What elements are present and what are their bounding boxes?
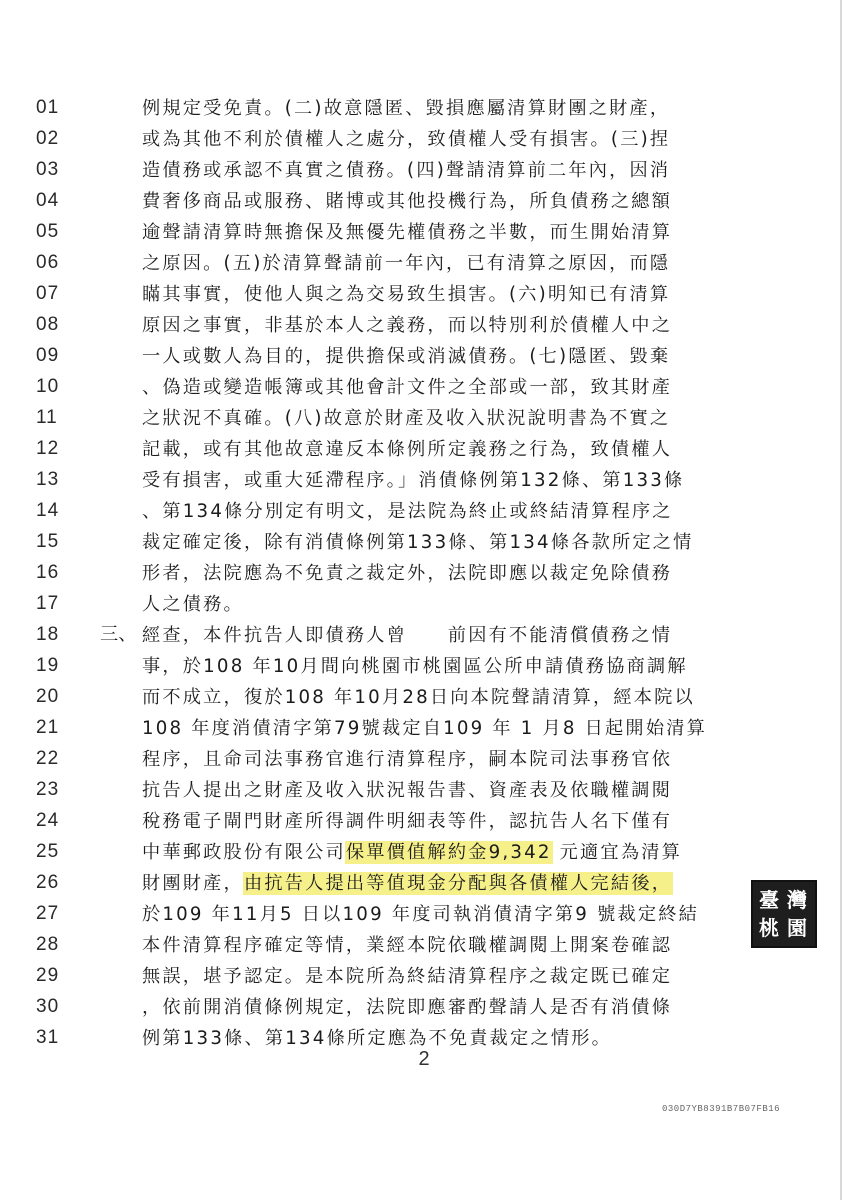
text-line: 108 年度消債清字第79號裁定自109 年 1 月8 日起開始清算: [142, 718, 707, 739]
line-number: 08: [36, 314, 60, 335]
text-segment: 中華郵政股份有限公司: [142, 842, 346, 863]
line-number: 10: [36, 376, 60, 397]
line-number: 05: [36, 221, 60, 242]
text-line: 而不成立，復於108 年10月28日向本院聲請清算，經本院以: [142, 687, 695, 708]
text-line: 原因之事實，非基於本人之義務，而以特別利於債權人中之: [142, 315, 673, 336]
text-line: 費奢侈商品或服務、賭博或其他投機行為，所負債務之總額: [142, 191, 673, 212]
text-segment: 財團財產，: [142, 873, 244, 894]
text-line: 或為其他不利於債權人之處分，致債權人受有損害。(三)捏: [142, 129, 671, 150]
line-number: 09: [36, 345, 60, 366]
section-marker: 三、: [100, 624, 137, 645]
line-number: 31: [36, 1027, 60, 1048]
line-number: 07: [36, 283, 60, 304]
line-number: 28: [36, 934, 60, 955]
document-code: 030D7YB8391B7B07FB16: [662, 1104, 781, 1114]
line-number: 23: [36, 779, 60, 800]
text-segment: 元適宜為清算: [551, 842, 682, 863]
text-line: 程序，且命司法事務官進行清算程序，嗣本院司法事務官依: [142, 749, 673, 770]
line-number: 17: [36, 593, 60, 614]
text-line: 稅務電子閘門財產所得調件明細表等件，認抗告人名下僅有: [142, 811, 673, 832]
text-line: 之狀況不真確。(八)故意於財產及收入狀況說明書為不實之: [142, 408, 671, 429]
text-line: 造債務或承認不真實之債務。(四)聲請清算前二年內，因消: [142, 160, 671, 181]
line-number: 15: [36, 531, 60, 552]
court-seal-stamp: [751, 880, 817, 948]
line-number: 13: [36, 469, 60, 490]
text-line: 之原因。(五)於清算聲請前一年內，已有清算之原因，而隱: [142, 253, 671, 274]
text-line: 例第133條、第134條所定應為不免責裁定之情形。: [142, 1028, 612, 1049]
seal-character: 桃: [759, 916, 779, 940]
line-number: 02: [36, 128, 60, 149]
line-number: 26: [36, 872, 60, 893]
text-line: 事，於108 年10月間向桃園市桃園區公所申請債務協商調解: [142, 656, 688, 677]
text-line: 人之債務。: [142, 594, 244, 615]
text-line: 本件清算程序確定等情，業經本院依職權調閱上開案卷確認: [142, 935, 673, 956]
text-line: 逾聲請清算時無擔保及無優先權債務之半數，而生開始清算: [142, 222, 673, 243]
text-line: 受有損害，或重大延滯程序。」消債條例第132條、第133條: [142, 470, 685, 491]
text-line: [142, 838, 682, 864]
line-number: 21: [36, 717, 60, 738]
text-line: 瞞其事實，使他人與之為交易致生損害。(六)明知已有清算: [142, 284, 671, 305]
text-line: 抗告人提出之財產及收入狀況報告書、資產表及依職權調閱: [142, 780, 673, 801]
text-line: 經查，本件抗告人即債務人曾 前因有不能清償債務之情: [142, 625, 673, 646]
line-number: 11: [36, 407, 58, 428]
line-number: 04: [36, 190, 60, 211]
line-number: 20: [36, 686, 60, 707]
line-number: 25: [36, 841, 60, 862]
line-number: 30: [36, 996, 60, 1017]
line-number: 12: [36, 438, 60, 459]
text-line: 無誤，堪予認定。是本院所為終結清算程序之裁定既已確定: [142, 966, 673, 987]
text-line: 例規定受免責。(二)故意隱匿、毀損應屬清算財團之財產，: [142, 98, 671, 119]
text-line: 形者，法院應為不免責之裁定外，法院即應以裁定免除債務: [142, 563, 673, 584]
highlighted-text: 由抗告人提出等值現金分配與各債權人完結後，: [243, 873, 673, 894]
highlighted-text: 保單價值解約金9,342: [345, 842, 552, 863]
text-line: [142, 869, 672, 895]
text-line: 記載，或有其他故意違反本條例所定義務之行為，致債權人: [142, 439, 673, 460]
text-line: ，依前開消債條例規定，法院即應審酌聲請人是否有消債條: [142, 997, 673, 1018]
line-number: 14: [36, 500, 60, 521]
seal-character: 園: [787, 916, 807, 940]
text-line: 一人或數人為目的，提供擔保或消滅債務。(七)隱匿、毀棄: [142, 346, 671, 367]
line-number: 01: [36, 97, 60, 118]
seal-character: 灣: [787, 888, 807, 912]
seal-character: 臺: [759, 888, 779, 912]
line-number: 22: [36, 748, 60, 769]
line-number: 03: [36, 159, 60, 180]
line-number: 29: [36, 965, 60, 986]
text-line: 裁定確定後，除有消債條例第133條、第134條各款所定之情: [142, 532, 694, 553]
page-edge-divider: [840, 0, 842, 1200]
text-line: 、偽造或變造帳簿或其他會計文件之全部或一部，致其財產: [142, 377, 673, 398]
line-number: 27: [36, 903, 60, 924]
page-number: 2: [418, 1048, 430, 1070]
text-line: 、第134條分別定有明文，是法院為終止或終結清算程序之: [142, 501, 673, 522]
line-number: 16: [36, 562, 60, 583]
line-number: 24: [36, 810, 60, 831]
text-line: 於109 年11月5 日以109 年度司執消債清字第9 號裁定終結: [142, 904, 700, 925]
line-number: 19: [36, 655, 60, 676]
line-number: 06: [36, 252, 60, 273]
line-number: 18: [36, 624, 60, 645]
